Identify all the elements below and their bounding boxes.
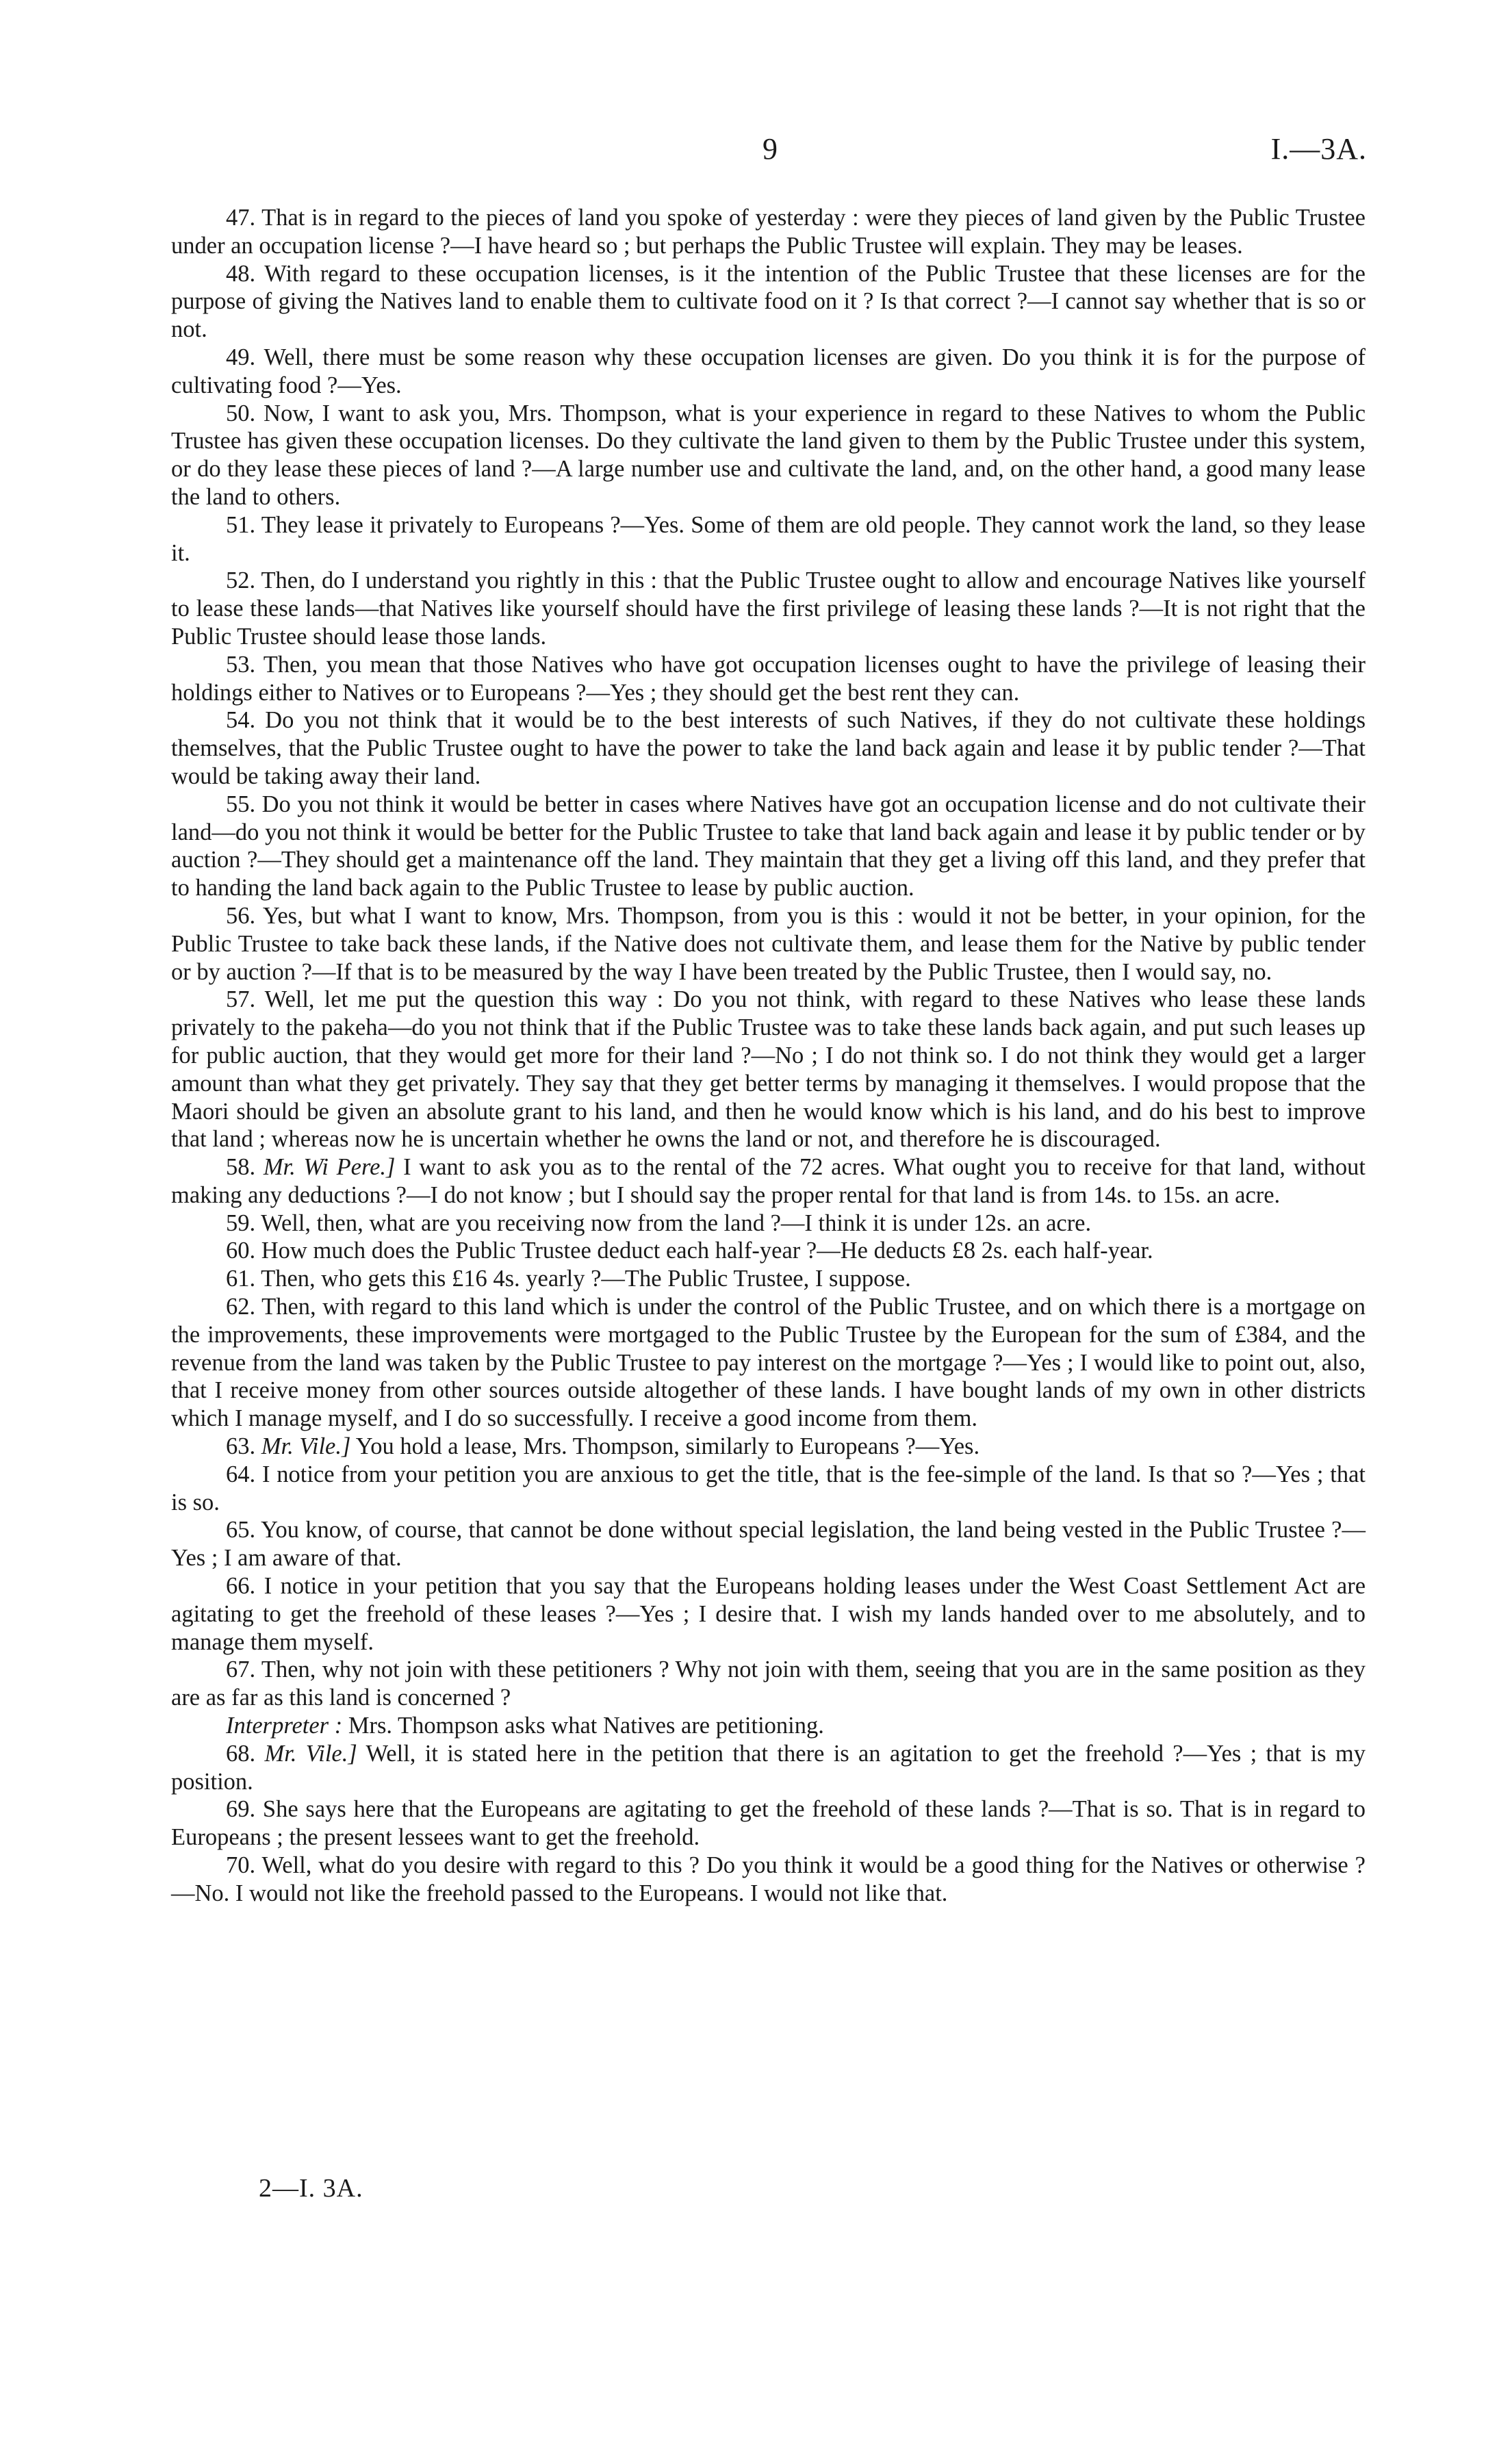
paragraph-67	[171, 1656, 1366, 1712]
paragraph-text: Well, what do you desire with regard to this ? Do you think it would be a good thing for the Natives or otherwise ?—No. I would not like the freehold passed to the Europeans. I would not like that.	[171, 1852, 1366, 1906]
paragraph-60	[171, 1237, 1366, 1265]
paragraph-63	[171, 1433, 1366, 1461]
question-number: 58.	[226, 1154, 256, 1181]
paragraph-58	[171, 1153, 1366, 1209]
paragraph-text: Well, there must be some reason why these occupation licenses are given. Do you think it is for the purpose of cultivating food ?—Yes.	[171, 344, 1366, 398]
paragraph-text: Mrs. Thompson asks what Natives are petitioning.	[348, 1713, 824, 1739]
question-number: 54.	[226, 707, 256, 734]
question-number: 63.	[226, 1433, 256, 1460]
question-number: 48.	[226, 260, 256, 287]
paragraph-68	[171, 1740, 1366, 1796]
speaker-name: Mr. Vile.]	[261, 1433, 351, 1460]
question-number: 51.	[226, 511, 256, 538]
paragraph-49	[171, 344, 1366, 400]
speaker-name: Interpreter :	[226, 1713, 343, 1739]
paragraph-53	[171, 651, 1366, 707]
paragraph-50	[171, 400, 1366, 511]
question-number: 57.	[226, 986, 256, 1013]
question-number: 52.	[226, 567, 256, 594]
paragraph-text: They lease it privately to Europeans ?—Yes. Some of them are old people. They cannot work the land, so they lease it.	[171, 511, 1366, 566]
paragraph-text: Then, who gets this £16 4s. yearly ?—The Public Trustee, I suppose.	[261, 1266, 911, 1292]
paragraph-56	[171, 902, 1366, 986]
paragraph-62	[171, 1293, 1366, 1433]
question-number: 60.	[226, 1238, 256, 1264]
question-number: 64.	[226, 1461, 256, 1487]
paragraph-text: Yes, but what I want to know, Mrs. Thompson, from you is this : would it not be better, in your opinion, for the Public Trustee to take back these lands, if the Native does not cultivate them, and lease them for the Native by public tender or by auction ?—If that is to be measured by the way I have been treated by the Public Trustee, then I would say, no.	[171, 902, 1366, 985]
question-number: 59.	[226, 1209, 256, 1236]
paragraph-text: I want to ask you as to the rental of the 72 acres. What ought you to receive for that land, without making any deductions ?—I do not know ; but I should say the proper rental for that land is from 14s. to 15s. an acre.	[171, 1154, 1366, 1208]
paragraph-64	[171, 1461, 1366, 1517]
question-number: 67.	[226, 1656, 256, 1683]
paragraph-54	[171, 706, 1366, 790]
question-number: 47.	[226, 205, 256, 231]
paragraph-48	[171, 260, 1366, 344]
speaker-name: Mr. Wi Pere.]	[263, 1154, 396, 1181]
paragraph-text: Well, then, what are you receiving now from the land ?—I think it is under 12s. an acre.	[261, 1209, 1092, 1236]
paragraph-interpreter	[171, 1712, 1366, 1740]
speaker-name: Mr. Vile.]	[264, 1740, 357, 1767]
question-number: 56.	[226, 902, 256, 929]
paragraph-65	[171, 1516, 1366, 1572]
question-number: 69.	[226, 1796, 256, 1823]
paragraph-text: Then, with regard to this land which is under the control of the Public Trustee, and on which there is a mortgage on the improvements, these improvements were mortgaged to the Public Trustee by the European for the sum of £384, and the revenue from the land was taken by the Public Trustee to pay interest on the mortgage ?—Yes ; I would like to point out, also, that I receive money from other sources outside altogether of these lands. I have bought lands of my own in other districts which I manage myself, and I do so successfully. I receive a good income from them.	[171, 1294, 1366, 1432]
paragraph-text: Now, I want to ask you, Mrs. Thompson, what is your experience in regard to these Natives to whom the Public Trustee has given these occupation licenses. Do they cultivate the land given to them by the Public Trustee under this system, or do they lease these pieces of land ?—A large number use and cultivate the land, and, on the other hand, a good many lease the land to others.	[171, 400, 1366, 510]
paragraph-text: You hold a lease, Mrs. Thompson, similarly to Europeans ?—Yes.	[355, 1433, 980, 1460]
page-number: 9	[763, 132, 778, 166]
paragraph-text: Do you not think it would be better in cases where Natives have got an occupation license and do not cultivate their land—do you not think it would be better for the Public Trustee to take that land back again and lease it by public tender or by auction ?—They should get a maintenance off the land. They maintain that they get a living off this land, and they prefer that to handing the land back again to the Public Trustee to lease by public auction.	[171, 791, 1366, 901]
paragraph-text: She says here that the Europeans are agitating to get the freehold of these lands ?—That is so. That is in regard to Europeans ; the present lessees want to get the freehold.	[171, 1796, 1366, 1851]
paragraph-text: Do you not think that it would be to the best interests of such Natives, if they do not cultivate these holdings themselves, that the Public Trustee ought to have the power to take the land back again and lease it by public tender ?—That would be taking away their land.	[171, 707, 1366, 789]
paragraph-text: You know, of course, that cannot be done without special legislation, the land being vested in the Public Trustee ?—Yes ; I am aware of that.	[171, 1517, 1366, 1572]
paragraph-55	[171, 791, 1366, 902]
paragraph-51	[171, 511, 1366, 567]
question-number: 66.	[226, 1573, 256, 1600]
question-number: 50.	[226, 400, 256, 426]
paragraph-61	[171, 1265, 1366, 1293]
paragraph-text: I notice in your petition that you say that the Europeans holding leases under the West Coast Settlement Act are agitating to get the freehold of these leases ?—Yes ; I desire that. I wish my lands handed over to me absolutely, and to manage them myself.	[171, 1573, 1366, 1655]
paragraph-text: Well, it is stated here in the petition that there is an agitation to get the freehold ?—Yes ; that is my position.	[171, 1740, 1366, 1795]
paragraph-70	[171, 1852, 1366, 1908]
paragraph-text: I notice from your petition you are anxious to get the title, that is the fee-simple of the land. Is that so ?—Yes ; that is so.	[171, 1461, 1366, 1515]
question-number: 55.	[226, 791, 256, 817]
paragraph-text: How much does the Public Trustee deduct each half-year ?—He deducts £8 2s. each half-year.	[261, 1238, 1153, 1264]
paragraph-text: Then, why not join with these petitioners ? Why not join with them, seeing that you are in the same position as they are as far as this land is concerned ?	[171, 1656, 1366, 1711]
paragraph-text: That is in regard to the pieces of land you spoke of yesterday : were they pieces of land given by the Public Trustee under an occupation license ?—I have heard so ; but perhaps the Public Trustee will explain. They may be leases.	[171, 205, 1366, 259]
paragraph-69	[171, 1795, 1366, 1852]
question-number: 49.	[226, 344, 256, 370]
question-number: 70.	[226, 1852, 256, 1879]
question-number: 62.	[226, 1294, 256, 1320]
question-number: 61.	[226, 1266, 256, 1292]
signature-mark: 2—I. 3A.	[259, 2174, 363, 2203]
document-reference: I.—3A.	[1270, 132, 1367, 166]
paragraph-47	[171, 204, 1366, 260]
paragraph-text: Well, let me put the question this way : Do you not think, with regard to these Natives who lease these lands privately to the pakeha—do you not think that if the Public Trustee was to take these lands back again, and put such leases up for public auction, that they would get more for their land ?—No ; I do not think so. I do not think they would get a larger amount than what they get privately. They say that they get better terms by managing it themselves. I would propose that the Maori should be given an absolute grant to his land, and then he would know which is his land, and do his best to improve that land ; whereas now he is uncertain whether he owns the land or not, and therefore he is discouraged.	[171, 986, 1366, 1153]
question-number: 53.	[226, 651, 256, 678]
question-number: 65.	[226, 1517, 256, 1544]
question-number: 68.	[226, 1740, 256, 1767]
paragraph-66	[171, 1572, 1366, 1656]
paragraph-text: With regard to these occupation licenses, is it the intention of the Public Trustee that these licenses are for the purpose of giving the Natives land to enable them to cultivate food on it ? Is that correct ?—I cannot say whether that is so or not.	[171, 260, 1366, 343]
paragraph-text: Then, do I understand you rightly in this : that the Public Trustee ought to allow and encourage Natives like yourself to lease these lands—that Natives like yourself should have the first privilege of leasing these lands ?—It is not right that the Public Trustee should lease those lands.	[171, 567, 1366, 650]
paragraph-57	[171, 986, 1366, 1153]
paragraph-52	[171, 567, 1366, 650]
paragraph-text: Then, you mean that those Natives who have got occupation licenses ought to have the privilege of leasing their holdings either to Natives or to Europeans ?—Yes ; they should get the best rent they can.	[171, 651, 1366, 706]
document-body	[171, 204, 1366, 1908]
paragraph-59	[171, 1209, 1366, 1238]
